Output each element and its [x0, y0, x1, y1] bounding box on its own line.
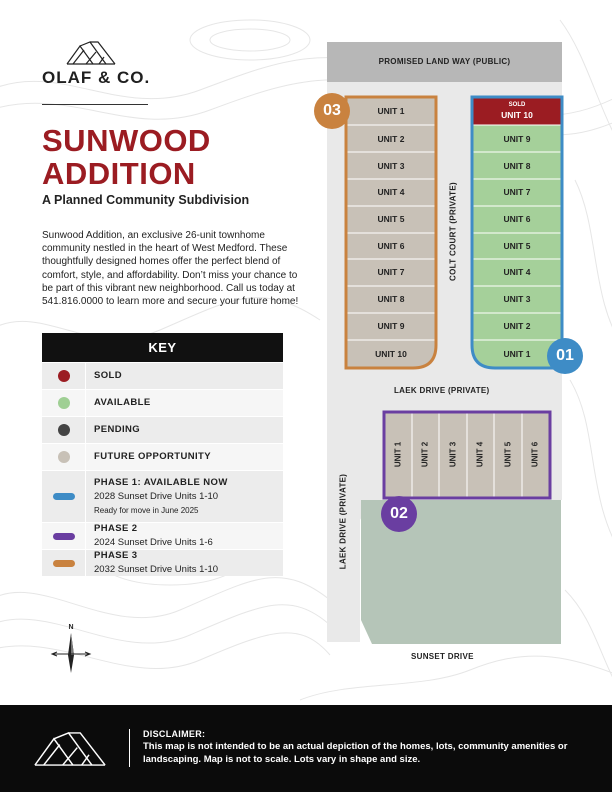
- key-label-pending: PENDING: [94, 424, 141, 435]
- phase3-unit-5[interactable]: UNIT 5: [377, 214, 405, 224]
- key-heading: KEY: [42, 333, 283, 362]
- phase1-unit-3[interactable]: UNIT 3: [503, 294, 531, 304]
- key-label-available: AVAILABLE: [94, 397, 151, 408]
- phase2-unit-3[interactable]: UNIT 3: [448, 441, 458, 468]
- phase3-unit-3[interactable]: UNIT 3: [377, 161, 405, 171]
- title-line-2: ADDITION: [42, 156, 196, 191]
- road-label-laek-drive-horizontal: LAEK DRIVE (PRIVATE): [394, 386, 490, 395]
- page-title: [42, 124, 211, 190]
- sold-dot-icon: [58, 370, 70, 382]
- phase3-line-icon: [53, 560, 75, 567]
- compass-label: N: [68, 624, 74, 631]
- phase1-badge: 01: [547, 338, 583, 374]
- phase3-badge: 03: [314, 93, 350, 129]
- key-row-pending: [42, 416, 283, 443]
- disclaimer-text: This map is not intended to be an actual depiction of the homes, lots, community amenities or landscaping. Map is not to scale. Lots vary in shape and size.: [143, 741, 568, 765]
- phase1-unit-7[interactable]: UNIT 7: [503, 187, 531, 197]
- phase2-line-icon: [53, 533, 75, 540]
- key-row-available: [42, 389, 283, 416]
- mountain-house-icon: [66, 40, 116, 66]
- road-label-laek-drive-vertical: LAEK DRIVE (PRIVATE): [338, 473, 348, 570]
- phase2-unit-6[interactable]: UNIT 6: [530, 441, 540, 468]
- mountain-house-icon: [29, 730, 111, 768]
- phase1-line-icon: [53, 493, 75, 500]
- phase2-unit-5[interactable]: UNIT 5: [503, 441, 513, 468]
- page-subtitle: A Planned Community Subdivision: [42, 193, 250, 207]
- sold-tag: SOLD: [508, 102, 526, 108]
- phase1-unit-1[interactable]: UNIT 1: [503, 349, 531, 359]
- phase1-note: Ready for move in June 2025: [94, 505, 199, 515]
- phase2-unit-4[interactable]: UNIT 4: [475, 441, 485, 468]
- key-row-phase3: [42, 549, 283, 576]
- phase2-unit-2[interactable]: UNIT 2: [420, 441, 430, 468]
- phase2-unit-1[interactable]: UNIT 1: [393, 441, 403, 468]
- phase1-unit-8[interactable]: UNIT 8: [503, 161, 531, 171]
- phase2-detail: 2024 Sunset Drive Units 1-6: [94, 537, 213, 548]
- phase1-unit-10[interactable]: UNIT 10: [501, 110, 533, 120]
- map-key: [42, 333, 283, 576]
- road-label-promised-land: PROMISED LAND WAY (PUBLIC): [378, 57, 511, 66]
- phase2-title: PHASE 2: [94, 523, 138, 534]
- key-label-future: FUTURE OPPORTUNITY: [94, 451, 211, 462]
- phase1-detail: 2028 Sunset Drive Units 1-10: [94, 490, 219, 502]
- key-row-sold: [42, 362, 283, 389]
- future-dot-icon: [58, 451, 70, 463]
- pending-dot-icon: [58, 424, 70, 436]
- footer-divider: [129, 729, 130, 767]
- phase3-unit-7[interactable]: UNIT 7: [377, 267, 405, 277]
- key-row-phase2: [42, 522, 283, 549]
- phase3-title: PHASE 3: [94, 550, 138, 561]
- phase1-unit-4[interactable]: UNIT 4: [503, 267, 531, 277]
- phase1-unit-2[interactable]: UNIT 2: [503, 321, 531, 331]
- phase3-unit-2[interactable]: UNIT 2: [377, 134, 405, 144]
- divider: [42, 104, 148, 105]
- phase3-unit-6[interactable]: UNIT 6: [377, 241, 405, 251]
- key-row-phase1: [42, 470, 283, 522]
- title-line-1: SUNWOOD: [42, 123, 211, 158]
- available-dot-icon: [58, 397, 70, 409]
- footer: [0, 705, 612, 792]
- phase1-title: PHASE 1: AVAILABLE NOW: [94, 476, 228, 488]
- phase2-badge: 02: [381, 496, 417, 532]
- phase3-unit-4[interactable]: UNIT 4: [377, 187, 405, 197]
- north-arrow-icon: [48, 621, 94, 677]
- road-label-sunset-drive: SUNSET DRIVE: [411, 652, 474, 661]
- phase3-unit-9[interactable]: UNIT 9: [377, 321, 405, 331]
- intro-paragraph: Sunwood Addition, an exclusive 26-unit townhome community nestled in the heart of West Medford. These thoughtfully designed homes offer the perfect blend of comfort, style, and affordability. Don’t miss your chance to be part of this vibrant new neighborhood. Call us today at 541.816.0000 to learn more and secure your future home!: [42, 230, 299, 308]
- phase3-unit-1[interactable]: UNIT 1: [377, 106, 405, 116]
- road-label-colt-court: COLT COURT (PRIVATE): [448, 182, 458, 281]
- disclaimer-title: DISCLAIMER:: [143, 729, 206, 739]
- phase3-unit-10[interactable]: UNIT 10: [375, 349, 407, 359]
- brand-name: OLAF & CO.: [42, 68, 151, 87]
- phase1-unit-9[interactable]: UNIT 9: [503, 134, 531, 144]
- key-label-sold: SOLD: [94, 370, 122, 381]
- phase1-unit-5[interactable]: UNIT 5: [503, 241, 531, 251]
- phase3-unit-8[interactable]: UNIT 8: [377, 294, 405, 304]
- phase3-detail: 2032 Sunset Drive Units 1-10: [94, 564, 219, 575]
- key-row-future: [42, 443, 283, 470]
- phase1-unit-6[interactable]: UNIT 6: [503, 214, 531, 224]
